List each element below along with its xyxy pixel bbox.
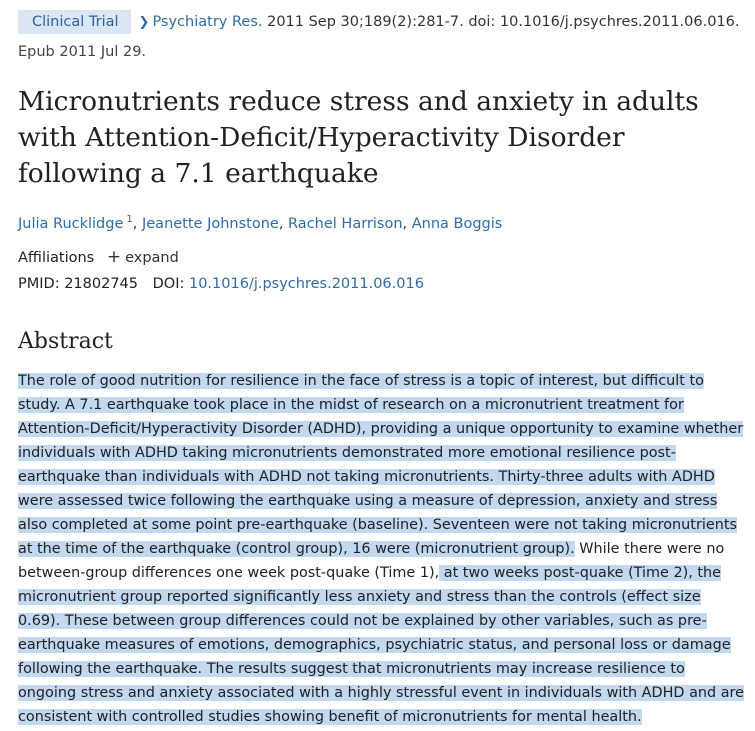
- epub-date: Epub 2011 Jul 29.: [18, 44, 147, 60]
- citation-line: [18, 10, 748, 35]
- affiliations-label: Affiliations: [18, 250, 95, 266]
- author-link[interactable]: Rachel Harrison: [288, 215, 403, 232]
- abstract-heading: Abstract: [18, 329, 113, 354]
- chevron-right-icon: ❯: [138, 15, 150, 30]
- unselected-text: While there were no between-group differences one week post-quake (Time 1),: [18, 541, 725, 581]
- selected-text: The role of good nutrition for resilience in the face of stress is a topic of interest, but difficult to study. A 7.1 earthquake took place in the midst of research on a micronutrient treatment for Attention-Deficit/Hyperactivity Disorder (ADHD), providing a unique opportunity to examine whether individuals with ADHD taking micronutrients demonstrated more emotional resilience post-earthquake than individuals with ADHD not taking micronutrients. Thirty-three adults with ADHD were assessed twice following the earthquake using a measure of depression, anxiety and stress also completed at some point pre-earthquake (baseline). Seventeen were not taking micronutrients at the time of the earthquake (control group), 16 were (micronutrient group).: [18, 373, 744, 557]
- doi-label: DOI:: [152, 276, 185, 292]
- identifiers-row: [18, 273, 424, 295]
- author-link[interactable]: Julia Rucklidge: [18, 215, 124, 232]
- expand-label: expand: [125, 250, 179, 266]
- pmid-label: PMID:: [18, 276, 60, 292]
- author-link[interactable]: Jeanette Johnstone: [141, 215, 279, 232]
- affiliation-superscript[interactable]: 1: [126, 214, 133, 225]
- doi-link[interactable]: 10.1016/j.psychres.2011.06.016: [188, 276, 424, 292]
- expand-affiliations-button[interactable]: [106, 247, 179, 267]
- abstract-text: [18, 369, 746, 729]
- journal-link[interactable]: Psychiatry Res.: [152, 14, 263, 30]
- citation-text: 2011 Sep 30;189(2):281-7. doi: 10.1016/j.psychres.2011.06.016.: [262, 14, 740, 30]
- author-list: Julia Rucklidge $^1$, Jeanette Johnstone, Rachel Harrison, Anna Boggis: [18, 214, 503, 232]
- author-link[interactable]: Anna Boggis: [411, 215, 503, 232]
- affiliations-row: [18, 246, 179, 269]
- publication-type-badge: Clinical Trial: [18, 10, 131, 34]
- pmid-value: 21802745: [64, 276, 139, 292]
- article-title: Micronutrients reduce stress and anxiety in adults with Attention-Deficit/Hyperactivity Disorder following a 7.1 earthquake: [18, 86, 699, 189]
- plus-icon: +: [106, 247, 122, 267]
- selected-text: at two weeks post-quake (Time 2), the micronutrient group reported significantly less anxiety and stress than the controls (effect size 0.69). These between group differences could not be explained by other variables, such as pre-earthquake measures of emotions, demographics, psychiatric status, and personal loss or damage following the earthquake. The results suggest that micronutrients may increase resilience to ongoing stress and anxiety associated with a highly stressful event in individuals with ADHD and are consistent with controlled studies showing benefit of micronutrients for mental health.: [18, 565, 744, 725]
